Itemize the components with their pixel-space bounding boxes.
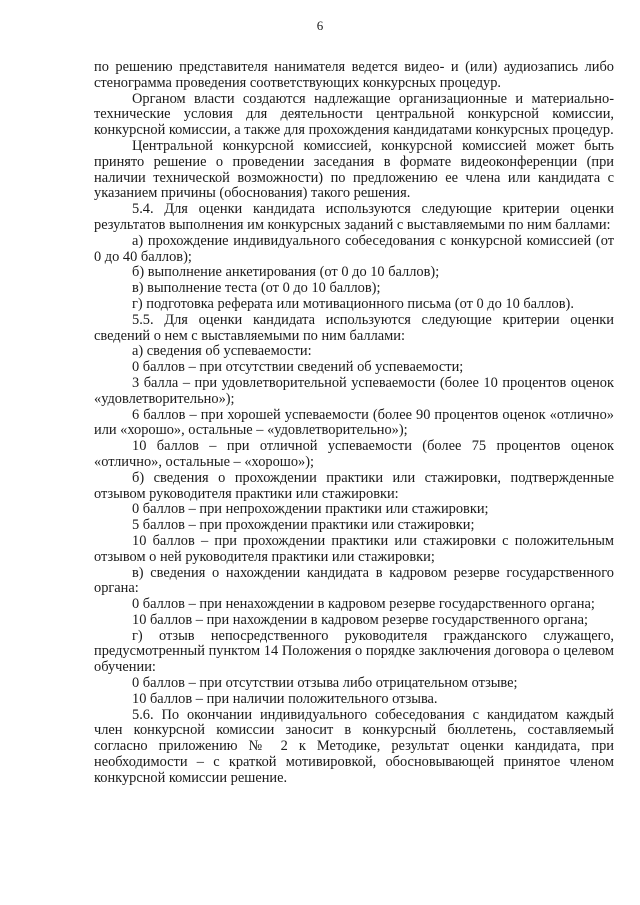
paragraph: 0 баллов – при ненахождении в кадровом резерве государственного органа; <box>132 596 595 613</box>
paragraph: г) отзыв непосредственного руководителя гражданского служащего, предусмотренный пунктом 14 Положения о порядке заключения договора о целевом обучении: <box>94 627 614 676</box>
paragraph: 0 баллов – при отсутствии сведений об успеваемости; <box>132 359 464 376</box>
paragraph: 5.6. По окончании индивидуального собеседования с кандидатом каждый член конкурсной комиссии заносит в конкурсный бюллетень, составляемый согласно приложению № 2 к Методике, результат оценки кандидата, при необходимости – с краткой мотивировкой, обосновывающей принятое членом конкурсной комиссии решение. <box>94 706 614 786</box>
document-body <box>94 60 614 787</box>
paragraph: по решению представителя нанимателя ведется видео- и (или) аудиозапись либо стенограмма проведения соответствующих конкурсных процедур. <box>94 59 614 91</box>
paragraph: 5.5. Для оценки кандидата используются следующие критерии оценки сведений о нем с выставляемыми по ним баллами: <box>94 311 614 344</box>
paragraph: 0 баллов – при непрохождении практики или стажировки; <box>132 501 489 518</box>
paragraph: 5 баллов – при прохождении практики или стажировки; <box>132 517 475 534</box>
paragraph: 10 баллов – при наличии положительного отзыва. <box>132 690 438 707</box>
paragraph: г) подготовка реферата или мотивационного письма (от 0 до 10 баллов). <box>132 295 574 312</box>
paragraph: 10 баллов – при нахождении в кадровом резерве государственного органа; <box>132 611 588 628</box>
paragraph: в) выполнение теста (от 0 до 10 баллов); <box>132 280 381 297</box>
paragraph: а) сведения об успеваемости: <box>132 343 312 360</box>
paragraph: б) выполнение анкетирования (от 0 до 10 баллов); <box>132 264 440 281</box>
paragraph: 10 баллов – при прохождении практики или стажировки с положительным отзывом о ней руководителя практики или стажировки; <box>94 532 614 565</box>
paragraph: 10 баллов – при отличной успеваемости (более 75 процентов оценок «отлично», остальные – «хорошо»); <box>94 438 614 470</box>
paragraph: б) сведения о прохождении практики или стажировки, подтвержденные отзывом руководителя практики или стажировки: <box>94 469 614 502</box>
page-number: 6 <box>316 18 324 33</box>
paragraph: а) прохождение индивидуального собеседования с конкурсной комиссией (от 0 до 40 баллов); <box>94 232 614 265</box>
paragraph: в) сведения о нахождении кандидата в кадровом резерве государственного органа: <box>94 564 614 597</box>
paragraph: 6 баллов – при хорошей успеваемости (более 90 процентов оценок «отлично» или «хорошо», остальные – «удовлетворительно»); <box>94 406 614 439</box>
paragraph: Органом власти создаются надлежащие организационные и материально-технические условия для деятельности центральной конкурсной комиссии, конкурсной комиссии, а также для прохождения кандидатами конкурсных процедур. <box>94 90 614 139</box>
paragraph: Центральной конкурсной комиссией, конкурсной комиссией может быть принято решение о проведении заседания в формате видеоконференции (при наличии технической возможности) по предложению ее члена или кандидата с указанием причины (обоснования) такого решения. <box>94 137 614 202</box>
paragraph: 3 балла – при удовлетворительной успеваемости (более 10 процентов оценок «удовлетворительно»); <box>94 374 614 407</box>
paragraph: 5.4. Для оценки кандидата используются следующие критерии оценки результатов выполнения им конкурсных заданий с выставляемыми по ним баллами: <box>94 201 614 233</box>
paragraph: 0 баллов – при отсутствии отзыва либо отрицательном отзыве; <box>132 675 518 692</box>
